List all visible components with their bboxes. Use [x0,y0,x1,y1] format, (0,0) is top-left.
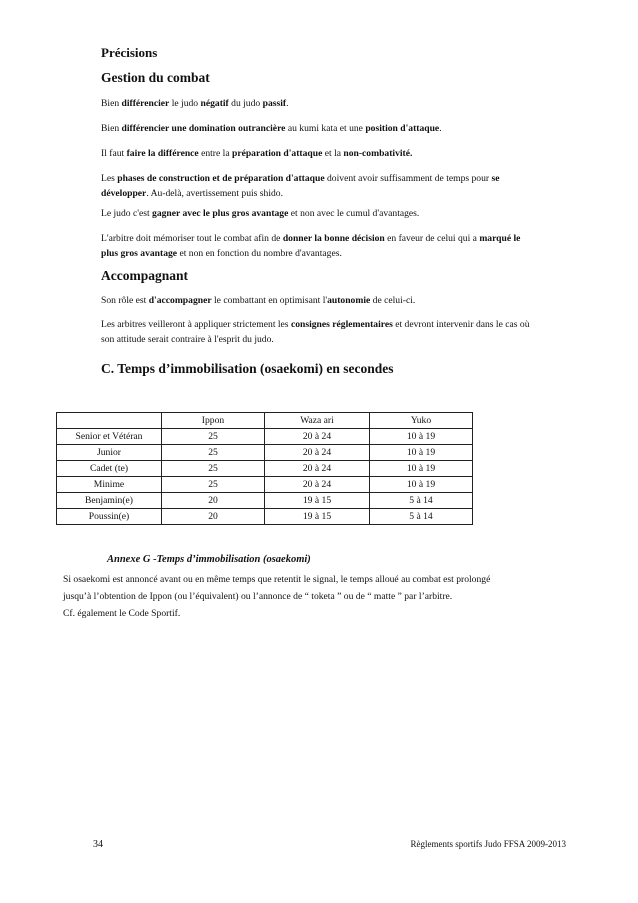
footer-text: Règlements sportifs Judo FFSA 2009-2013 [410,839,566,849]
text-segment: le judo [169,98,201,109]
text-segment: Son rôle est [101,295,149,306]
emphasis-text: préparation d'attaque [231,148,323,159]
table-cell: Poussin(e) [57,509,162,525]
annex-line-1: Si osaekomi est annoncé avant ou en même temps que retentit le signal, le temps alloué au combat est prolongé [63,574,491,585]
table-cell: 5 à 14 [370,493,473,509]
table-header-cell: Yuko [370,413,473,429]
emphasis-text: gagner avec le plus gros avantage [152,208,289,219]
table-row [57,493,473,509]
table-cell: 25 [162,477,265,493]
table-cell: 25 [162,429,265,445]
accompagnant-heading: Accompagnant [101,268,188,283]
table-cell: 10 à 19 [370,429,473,445]
annex-line-2: jusqu’à l’obtention de Ippon (ou l’équivalent) ou l’annonce de “ toketa ” ou de “ matte ” par l’arbitre. [63,591,453,602]
table-cell: 20 [162,493,265,509]
text-segment: Bien [101,123,122,134]
emphasis-text: non-combativité. [343,148,413,159]
table-cell: 5 à 14 [370,509,473,525]
text-segment: au kumi kata et une [285,123,366,134]
text-segment: doivent avoir suffisamment de temps pour [324,173,492,184]
table-header-cell: Waza ari [265,413,370,429]
emphasis-text: faire la différence [126,148,199,159]
table-cell: 19 à 15 [265,509,370,525]
table-cell: 20 [162,509,265,525]
emphasis-text: marqué le plus gros avantage [101,233,521,259]
emphasis-text: consignes réglementaires [290,319,393,330]
text-segment: du judo [228,98,263,109]
table-cell: 10 à 19 [370,461,473,477]
osaekomi-table [56,412,473,525]
table-header-cell [57,413,162,429]
text-segment: . Au-delà, avertissement puis shido. [146,188,283,199]
text-segment: et la [322,148,344,159]
emphasis-text: donner la bonne décision [282,233,385,244]
emphasis-text: phases de construction et de préparation d'attaque [117,173,325,184]
precisions-heading: Précisions [101,45,158,60]
table-cell: 25 [162,461,265,477]
text-segment: Il faut [101,148,127,159]
table-row [57,445,473,461]
table-cell: Junior [57,445,162,461]
gestion-paragraph-4 [101,171,531,201]
text-segment: Les arbitres veilleront à appliquer strictement les [101,319,291,330]
table-cell: 10 à 19 [370,445,473,461]
gestion-paragraph-2 [101,121,531,136]
text-segment: . [439,123,442,134]
table-row [57,477,473,493]
accompagnant-paragraph-2 [101,317,531,347]
text-segment: en faveur de celui qui a [384,233,480,244]
gestion-paragraph-1 [101,96,531,111]
table-cell: 20 à 24 [265,429,370,445]
emphasis-text: différencier une domination outrancière [121,123,286,134]
table-cell: Benjamin(e) [57,493,162,509]
table-row [57,509,473,525]
table-row [57,461,473,477]
annex-heading: Annexe G -Temps d’immobilisation (osaekomi) [107,554,311,565]
gestion-paragraph-3 [101,146,531,161]
text-segment: de celui-ci. [370,295,416,306]
table-cell: 25 [162,445,265,461]
table-cell: 19 à 15 [265,493,370,509]
table-header-row [57,413,473,429]
emphasis-text: d'accompagner [148,295,212,306]
text-segment: et devront intervenir dans le cas où son attitude serait contraire à l'esprit du judo. [101,319,530,345]
emphasis-text: se développer [101,173,500,199]
emphasis-text: passif [262,98,287,109]
text-segment: . [286,98,289,109]
table-cell: 20 à 24 [265,445,370,461]
emphasis-text: autonomie [327,295,371,306]
table-cell: 20 à 24 [265,477,370,493]
table-header-cell: Ippon [162,413,265,429]
emphasis-text: position d'attaque [365,123,440,134]
gestion-paragraph-6 [101,231,531,261]
text-segment: Le judo c'est [101,208,153,219]
table-cell: 10 à 19 [370,477,473,493]
text-segment: Les [101,173,118,184]
table-row [57,429,473,445]
table-cell: Senior et Vétéran [57,429,162,445]
emphasis-text: négatif [200,98,229,109]
accompagnant-paragraph-1 [101,293,531,308]
text-segment: entre la [198,148,232,159]
text-segment: L'arbitre doit mémoriser tout le combat afin de [101,233,283,244]
gestion-paragraph-5 [101,206,531,221]
text-segment: et non en fonction du nombre d'avantages. [177,248,342,259]
text-segment: Bien [101,98,122,109]
page-number: 34 [93,839,103,850]
gestion-heading: Gestion du combat [101,70,210,85]
section-c-heading: C. Temps d’immobilisation (osaekomi) en secondes [101,361,394,376]
annex-line-3: Cf. également le Code Sportif. [63,608,181,619]
table-cell: 20 à 24 [265,461,370,477]
text-segment: le combattant en optimisant l' [211,295,328,306]
table-cell: Minime [57,477,162,493]
text-segment: et non avec le cumul d'avantages. [288,208,420,219]
table-cell: Cadet (te) [57,461,162,477]
emphasis-text: différencier [121,98,170,109]
